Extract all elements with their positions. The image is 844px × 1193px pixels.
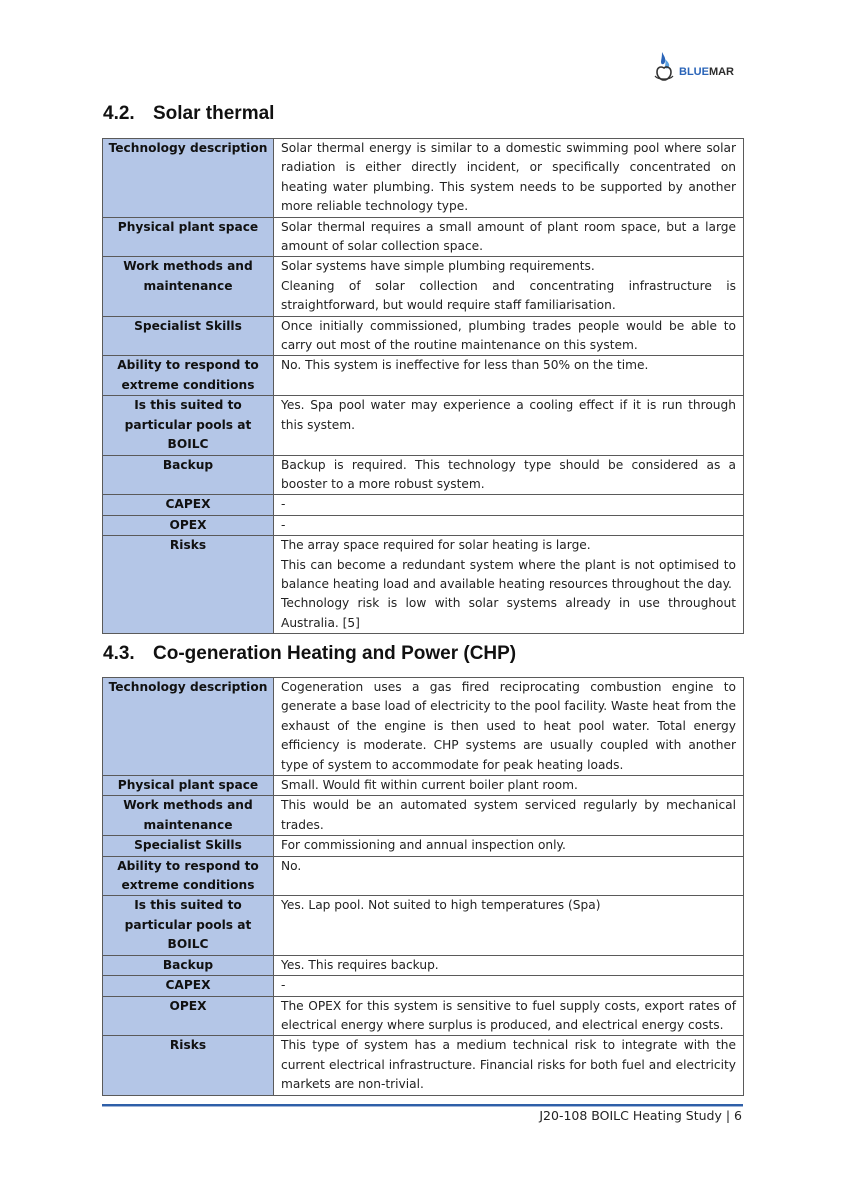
row-key: Ability to respond to extreme conditions (103, 856, 274, 896)
row-value: - (274, 976, 744, 996)
table-row (103, 515, 744, 535)
row-value (274, 536, 744, 634)
value-line: The array space required for solar heating is large. (281, 538, 591, 553)
row-value (274, 257, 744, 316)
table-row (103, 536, 744, 634)
table-row (103, 976, 744, 996)
table-row (103, 836, 744, 856)
row-key: Work methods and maintenance (103, 796, 274, 836)
row-key: Risks (103, 1036, 274, 1095)
table-row (103, 495, 744, 515)
row-key: Specialist Skills (103, 316, 274, 356)
row-value: Backup is required. This technology type should be considered as a booster to a more robust system. (274, 455, 744, 495)
row-key: OPEX (103, 515, 274, 535)
section-heading-chp (103, 643, 516, 665)
table-row (103, 217, 744, 257)
chp-table (102, 677, 744, 1096)
table-row (103, 455, 744, 495)
section-heading-solar-thermal (103, 103, 274, 125)
row-value: For commissioning and annual inspection only. (274, 836, 744, 856)
table-row (103, 139, 744, 218)
table-row (103, 257, 744, 316)
row-value: Solar thermal energy is similar to a domestic swimming pool where solar radiation is either directly incident, or specifically concentrated on heating water plumbing. This system needs to be supported by another more reliable technology type. (274, 139, 744, 218)
page-footer: J20-108 BOILC Heating Study | 6 (539, 1108, 742, 1123)
row-value: Once initially commissioned, plumbing trades people would be able to carry out most of the routine maintenance on this system. (274, 316, 744, 356)
value-line: Cleaning of solar collection and concentrating infrastructure is straightforward, but would require staff familiarisation. (281, 278, 736, 313)
row-value: No. This system is ineffective for less than 50% on the time. (274, 356, 744, 396)
row-key: Backup (103, 455, 274, 495)
row-value: Yes. This requires backup. (274, 955, 744, 975)
row-key: Is this suited to particular pools at BOILC (103, 896, 274, 955)
row-value: Yes. Spa pool water may experience a cooling effect if it is run through this system. (274, 396, 744, 455)
table-row (103, 776, 744, 796)
row-value: - (274, 495, 744, 515)
logo-text-blue: BLUE (679, 66, 709, 78)
row-key: CAPEX (103, 976, 274, 996)
table-row (103, 396, 744, 455)
row-value: - (274, 515, 744, 535)
row-key: OPEX (103, 996, 274, 1036)
row-value: Cogeneration uses a gas fired reciprocating combustion engine to generate a base load of electricity to the pool facility. Waste heat from the exhaust of the engine is then used to heat pool water. Total energy efficiency is moderate. CHP systems are usually coupled with another type of system to accommodate for peak heating loads. (274, 678, 744, 776)
solar-thermal-table (102, 138, 744, 634)
row-key: CAPEX (103, 495, 274, 515)
row-key: Physical plant space (103, 217, 274, 257)
row-value: This type of system has a medium technical risk to integrate with the current electrical infrastructure. Financial risks for both fuel and electricity markets are non-trivial. (274, 1036, 744, 1095)
row-value: No. (274, 856, 744, 896)
footer-rule (102, 1104, 743, 1107)
section-number: 4.2. (103, 103, 135, 124)
value-line: Technology risk is low with solar systems already in use throughout Australia. [5] (281, 596, 736, 630)
section-number: 4.3. (103, 643, 135, 664)
table-row (103, 356, 744, 396)
table-row (103, 678, 744, 776)
table-row (103, 955, 744, 975)
row-value: Small. Would fit within current boiler plant room. (274, 776, 744, 796)
row-key: Work methods and maintenance (103, 257, 274, 316)
value-line: This can become a redundant system where the plant is not optimised to balance heating load and available heating resources throughout the day. (281, 557, 736, 591)
logo-text-mar: MAR (708, 66, 735, 78)
row-key: Ability to respond to extreme conditions (103, 356, 274, 396)
value-line: Solar systems have simple plumbing requirements. (281, 259, 595, 274)
section-title: Co-generation Heating and Power (CHP) (153, 643, 517, 664)
company-logo (652, 50, 742, 84)
row-key: Technology description (103, 678, 274, 776)
table-row (103, 316, 744, 356)
row-key: Specialist Skills (103, 836, 274, 856)
section-title: Solar thermal (153, 103, 275, 124)
row-value: Yes. Lap pool. Not suited to high temperatures (Spa) (274, 896, 744, 955)
table-row (103, 996, 744, 1036)
table-row (103, 1036, 744, 1095)
row-value: The OPEX for this system is sensitive to fuel supply costs, export rates of electrical energy where surplus is produced, and electrical energy costs. (274, 996, 744, 1036)
flame-drop-icon (652, 50, 678, 84)
row-key: Is this suited to particular pools at BOILC (103, 396, 274, 455)
row-key: Technology description (103, 139, 274, 218)
row-key: Risks (103, 536, 274, 634)
row-value: Solar thermal requires a small amount of plant room space, but a large amount of solar collection space. (274, 217, 744, 257)
table-row (103, 856, 744, 896)
row-key: Physical plant space (103, 776, 274, 796)
row-value: This would be an automated system serviced regularly by mechanical trades. (274, 796, 744, 836)
row-key: Backup (103, 955, 274, 975)
table-row (103, 796, 744, 836)
table-row (103, 896, 744, 955)
